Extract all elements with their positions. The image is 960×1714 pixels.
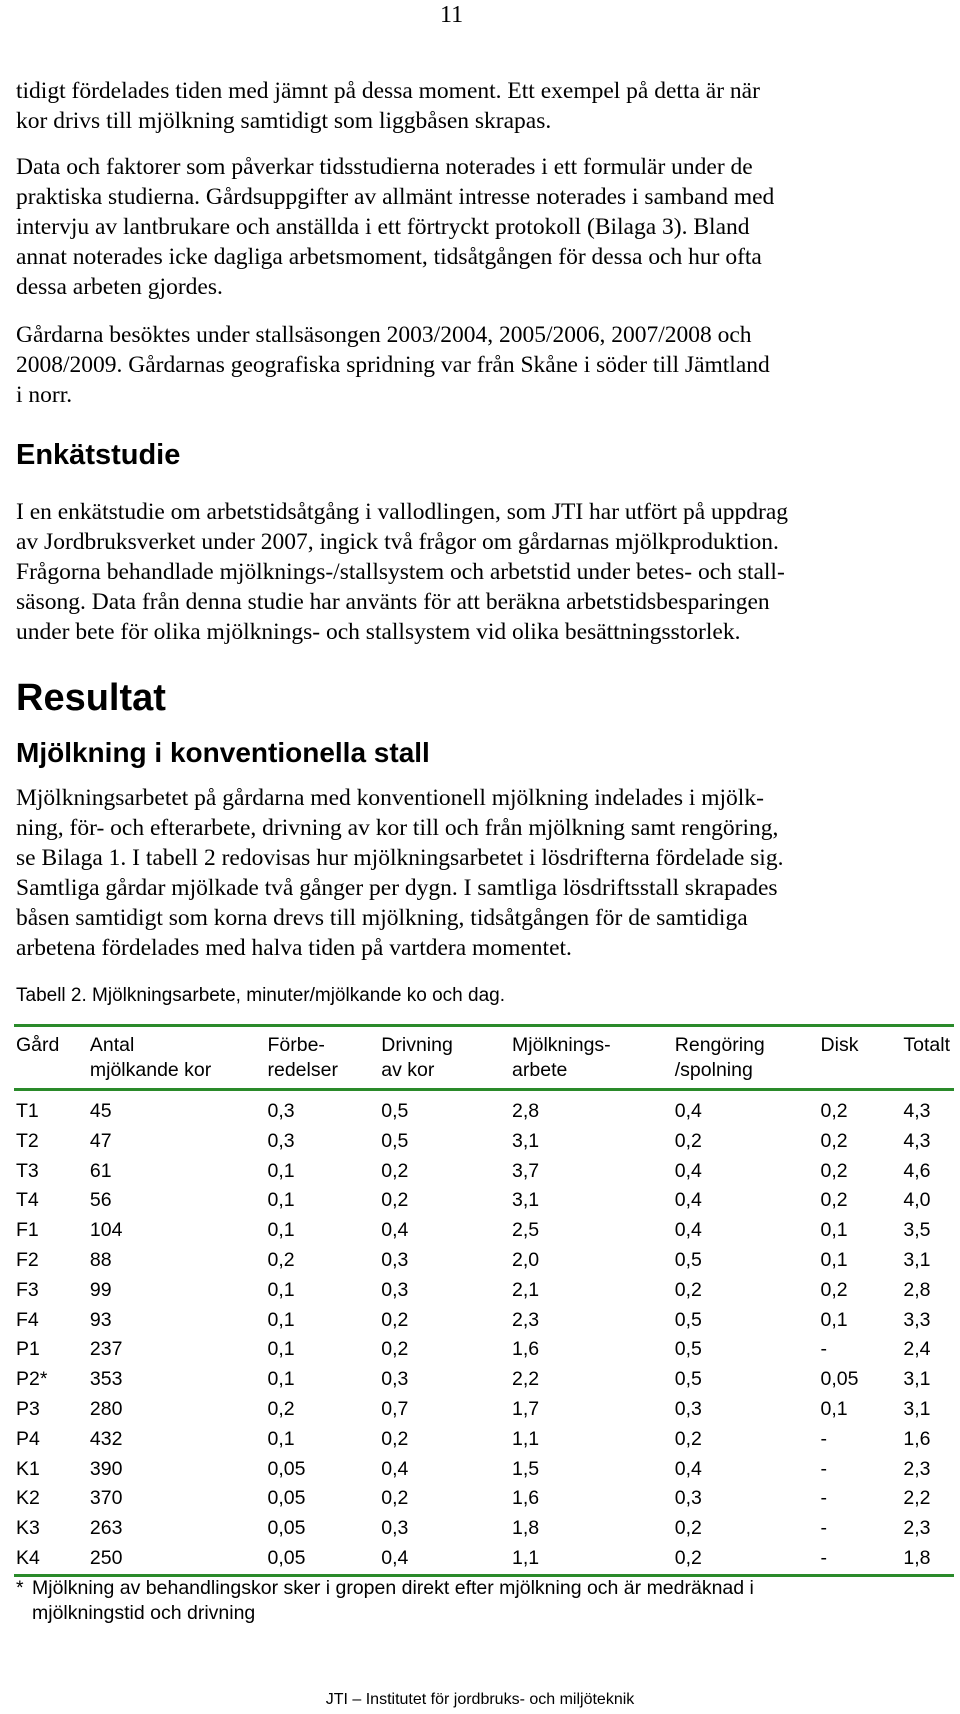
cell-rengoring: 0,2 — [674, 1427, 702, 1450]
cell-antal: 61 — [89, 1159, 112, 1182]
table-row — [14, 1395, 954, 1425]
cell-disk: - — [820, 1338, 828, 1361]
table-row — [14, 1544, 954, 1575]
cell-totalt: 1,6 — [903, 1427, 931, 1450]
table-header-row — [14, 1026, 954, 1090]
cell-totalt: 4,3 — [903, 1129, 931, 1152]
cell-drivning: 0,2 — [381, 1308, 409, 1331]
header-totalt: Totalt — [901, 1026, 954, 1090]
cell-gard: T4 — [16, 1189, 39, 1212]
cell-totalt: 3,3 — [903, 1308, 931, 1331]
cell-gard: K2 — [16, 1487, 40, 1510]
cell-rengoring: 0,2 — [674, 1517, 702, 1540]
cell-antal: 93 — [89, 1308, 112, 1331]
table-body — [14, 1090, 954, 1576]
cell-mjolkningsarbete: 1,1 — [510, 1544, 673, 1575]
cell-drivning: 0,2 — [381, 1159, 409, 1182]
cell-drivning: 0,2 — [381, 1487, 409, 1510]
cell-forberedelser: 0,1 — [267, 1278, 295, 1301]
paragraph-1: tidigt fördelades tiden med jämnt på dessa moment. Ett exempel på detta är när kor drivs till mjölkning samtidigt som liggbåsen skrapas. — [16, 78, 760, 134]
cell-forberedelser: 0,3 — [267, 1100, 295, 1122]
cell-forberedelser: 0,05 — [267, 1517, 306, 1540]
cell-disk: 0,1 — [820, 1397, 848, 1420]
milking-work-table — [14, 1024, 954, 1577]
paragraph-2: Data och faktorer som påverkar tidsstudierna noterades i ett formulär under de praktiska studierna. Gårdsuppgifter av allmänt intresse noterades i samband med intervju av lantbrukare och anställda i ett förtryckt protokoll (Bilaga 3). Bland annat noterades icke dagliga arbetsmoment, tidsåtgången för dessa och hur ofta dessa arbeten gjordes. — [16, 154, 775, 300]
cell-forberedelser: 0,1 — [267, 1189, 295, 1212]
cell-drivning: 0,3 — [381, 1278, 409, 1301]
cell-antal: 432 — [89, 1427, 123, 1450]
cell-disk: - — [820, 1487, 828, 1510]
table-row — [14, 1127, 954, 1157]
cell-forberedelser: 0,05 — [265, 1544, 379, 1575]
table-row — [14, 1365, 954, 1395]
cell-rengoring: 0,2 — [673, 1544, 819, 1575]
cell-gard: F2 — [16, 1248, 39, 1271]
cell-gard: F3 — [16, 1278, 39, 1301]
header-disk: Disk — [819, 1026, 902, 1090]
header-forberedelser: Förbe- redelser — [265, 1026, 379, 1090]
footnote — [16, 1576, 916, 1626]
cell-totalt: 2,3 — [903, 1517, 931, 1540]
table-row — [14, 1514, 954, 1544]
cell-mjolkningsarbete: 2,2 — [512, 1368, 540, 1391]
cell-gard: F1 — [16, 1219, 39, 1242]
cell-drivning: 0,3 — [381, 1517, 409, 1540]
cell-totalt: 2,4 — [903, 1338, 931, 1361]
cell-antal: 353 — [89, 1368, 123, 1391]
cell-forberedelser: 0,1 — [267, 1427, 295, 1450]
page-footer: JTI – Institutet för jordbruks- och miljöteknik — [325, 1691, 635, 1708]
cell-antal: 104 — [89, 1219, 123, 1242]
table-row — [14, 1306, 954, 1336]
table-row — [14, 1090, 954, 1127]
cell-antal: 47 — [89, 1129, 112, 1152]
cell-rengoring: 0,3 — [674, 1397, 702, 1420]
cell-totalt: 4,0 — [903, 1189, 931, 1212]
cell-forberedelser: 0,1 — [267, 1308, 295, 1331]
cell-gard: K1 — [16, 1457, 40, 1480]
cell-mjolkningsarbete: 1,6 — [512, 1487, 540, 1510]
cell-gard: F4 — [16, 1308, 39, 1331]
header-antal: Antal mjölkande kor — [88, 1026, 266, 1090]
cell-forberedelser: 0,3 — [267, 1129, 295, 1152]
cell-drivning: 0,4 — [381, 1457, 409, 1480]
cell-totalt: 3,1 — [903, 1368, 931, 1391]
cell-antal: 263 — [89, 1517, 123, 1540]
paragraph-4: I en enkätstudie om arbetstidsåtgång i vallodlingen, som JTI har utfört på uppdrag av Jordbruksverket under 2007, ingick två frågor om gårdarnas mjölkproduktion. Frågorna behandlade mjölknings-/stallsystem och arbetstid under betes- och stall- säsong. Data från denna studie har använts för att beräkna arbetstidsbesparingen under bete för olika mjölknings- och stallsystem vid olika besättningsstorlek. — [16, 499, 789, 645]
cell-totalt: 2,3 — [903, 1457, 931, 1480]
cell-mjolkningsarbete: 1,7 — [512, 1397, 540, 1420]
cell-totalt: 2,8 — [903, 1278, 931, 1301]
header-rengoring: Rengöring /spolning — [673, 1026, 819, 1090]
cell-totalt: 4,3 — [903, 1100, 931, 1122]
cell-drivning: 0,2 — [381, 1427, 409, 1450]
table-row — [14, 1484, 954, 1514]
cell-mjolkningsarbete: 1,8 — [512, 1517, 540, 1540]
cell-rengoring: 0,4 — [674, 1457, 702, 1480]
cell-antal: 250 — [88, 1544, 266, 1575]
heading-resultat: Resultat — [16, 677, 166, 719]
cell-rengoring: 0,5 — [674, 1248, 702, 1271]
cell-disk: - — [820, 1457, 828, 1480]
cell-drivning: 0,5 — [381, 1100, 409, 1122]
cell-antal: 237 — [89, 1338, 123, 1361]
cell-forberedelser: 0,2 — [267, 1397, 295, 1420]
cell-forberedelser: 0,2 — [267, 1248, 295, 1271]
cell-rengoring: 0,4 — [674, 1189, 702, 1212]
cell-drivning: 0,5 — [381, 1129, 409, 1152]
cell-disk: 0,1 — [820, 1308, 848, 1331]
footnote-mark: * — [16, 1577, 24, 1599]
page-number: 11 — [440, 2, 464, 28]
cell-gard: P1 — [16, 1338, 40, 1361]
cell-mjolkningsarbete: 2,1 — [512, 1278, 540, 1301]
cell-disk: 0,1 — [820, 1248, 848, 1271]
cell-antal: 45 — [89, 1100, 112, 1122]
cell-antal: 390 — [89, 1457, 123, 1480]
table-row — [14, 1455, 954, 1485]
paragraph-3: Gårdarna besöktes under stallsäsongen 2003/2004, 2005/2006, 2007/2008 och 2008/2009. Gårdarnas geografiska spridning var från Skåne i söder till Jämtland i norr. — [16, 322, 770, 408]
table-row — [14, 1335, 954, 1365]
cell-antal: 370 — [89, 1487, 123, 1510]
cell-gard: K3 — [16, 1517, 40, 1540]
cell-disk: 0,2 — [820, 1278, 848, 1301]
cell-rengoring: 0,4 — [674, 1219, 702, 1242]
cell-forberedelser: 0,05 — [267, 1487, 306, 1510]
cell-disk: 0,1 — [820, 1219, 848, 1242]
header-gard: Gård — [14, 1026, 88, 1090]
cell-disk: - — [820, 1517, 828, 1540]
heading-mjolkning: Mjölkning i konventionella stall — [16, 737, 430, 768]
table-row — [14, 1186, 954, 1216]
cell-rengoring: 0,2 — [674, 1129, 702, 1152]
cell-forberedelser: 0,1 — [267, 1368, 295, 1391]
cell-drivning: 0,2 — [381, 1338, 409, 1361]
table-row — [14, 1276, 954, 1306]
cell-antal: 88 — [89, 1248, 112, 1271]
cell-mjolkningsarbete: 1,6 — [512, 1338, 540, 1361]
cell-gard: P2* — [16, 1368, 48, 1391]
cell-totalt: 3,5 — [903, 1219, 931, 1242]
cell-gard: T1 — [16, 1100, 39, 1122]
header-mjolkningsarbete: Mjölknings- arbete — [510, 1026, 673, 1090]
cell-totalt: 2,2 — [903, 1487, 931, 1510]
cell-drivning: 0,3 — [381, 1368, 409, 1391]
cell-gard: K4 — [14, 1544, 88, 1575]
cell-forberedelser: 0,05 — [267, 1457, 306, 1480]
cell-drivning: 0,4 — [379, 1544, 510, 1575]
cell-gard: T3 — [16, 1159, 39, 1182]
cell-mjolkningsarbete: 2,5 — [512, 1219, 540, 1242]
cell-antal: 99 — [89, 1278, 112, 1301]
cell-disk: - — [819, 1544, 902, 1575]
cell-totalt: 4,6 — [903, 1159, 931, 1182]
cell-drivning: 0,4 — [381, 1219, 409, 1242]
cell-mjolkningsarbete: 1,5 — [512, 1457, 540, 1480]
cell-disk: 0,2 — [820, 1189, 848, 1212]
cell-rengoring: 0,3 — [674, 1487, 702, 1510]
table-row — [14, 1157, 954, 1187]
cell-gard: P3 — [16, 1397, 40, 1420]
footnote-text: Mjölkning av behandlingskor sker i gropen direkt efter mjölkning och är medräknad i mjölkningstid och drivning — [32, 1577, 754, 1624]
cell-forberedelser: 0,1 — [267, 1159, 295, 1182]
table-row — [14, 1425, 954, 1455]
cell-gard: T2 — [16, 1129, 39, 1152]
cell-mjolkningsarbete: 3,1 — [512, 1129, 540, 1152]
cell-disk: 0,2 — [820, 1159, 848, 1182]
cell-antal: 280 — [89, 1397, 123, 1420]
table-row — [14, 1246, 954, 1276]
cell-disk: - — [820, 1427, 828, 1450]
cell-mjolkningsarbete: 2,8 — [512, 1100, 540, 1122]
cell-totalt: 3,1 — [903, 1397, 931, 1420]
cell-rengoring: 0,2 — [674, 1278, 702, 1301]
cell-forberedelser: 0,1 — [267, 1338, 295, 1361]
cell-disk: 0,2 — [820, 1129, 848, 1152]
header-drivning: Drivning av kor — [379, 1026, 510, 1090]
cell-rengoring: 0,5 — [674, 1338, 702, 1361]
cell-totalt: 1,8 — [901, 1544, 954, 1575]
cell-antal: 56 — [89, 1189, 112, 1212]
cell-rengoring: 0,5 — [674, 1308, 702, 1331]
cell-mjolkningsarbete: 2,0 — [512, 1248, 540, 1271]
cell-disk: 0,05 — [820, 1368, 859, 1391]
cell-drivning: 0,7 — [381, 1397, 409, 1420]
paragraph-5: Mjölkningsarbetet på gårdarna med konventionell mjölkning indelades i mjölk- ning, för- och efterarbete, drivning av kor till och från mjölkning samt rengöring, se Bilaga 1. I tabell 2 redovisas hur mjölkningsarbetet i lösdrifterna fördelade sig. Samtliga gårdar mjölkade två gånger per dygn. I samtliga lösdriftsstall skrapades båsen samtidigt som korna drevs till mjölkning, tidsåtgången för de samtidiga arbetena fördelades med halva tiden på vartdera momentet. — [16, 785, 784, 961]
cell-mjolkningsarbete: 2,3 — [512, 1308, 540, 1331]
cell-rengoring: 0,4 — [674, 1159, 702, 1182]
table-row — [14, 1216, 954, 1246]
cell-rengoring: 0,4 — [674, 1100, 702, 1122]
cell-totalt: 3,1 — [903, 1248, 931, 1271]
cell-disk: 0,2 — [820, 1100, 848, 1122]
table-caption: Tabell 2. Mjölkningsarbete, minuter/mjölkande ko och dag. — [16, 985, 505, 1006]
cell-forberedelser: 0,1 — [267, 1219, 295, 1242]
cell-rengoring: 0,5 — [674, 1368, 702, 1391]
cell-mjolkningsarbete: 3,1 — [512, 1189, 540, 1212]
cell-gard: P4 — [16, 1427, 40, 1450]
cell-mjolkningsarbete: 1,1 — [512, 1427, 540, 1450]
cell-drivning: 0,3 — [381, 1248, 409, 1271]
cell-mjolkningsarbete: 3,7 — [512, 1159, 540, 1182]
cell-drivning: 0,2 — [381, 1189, 409, 1212]
heading-enkatstudie: Enkätstudie — [16, 439, 181, 471]
